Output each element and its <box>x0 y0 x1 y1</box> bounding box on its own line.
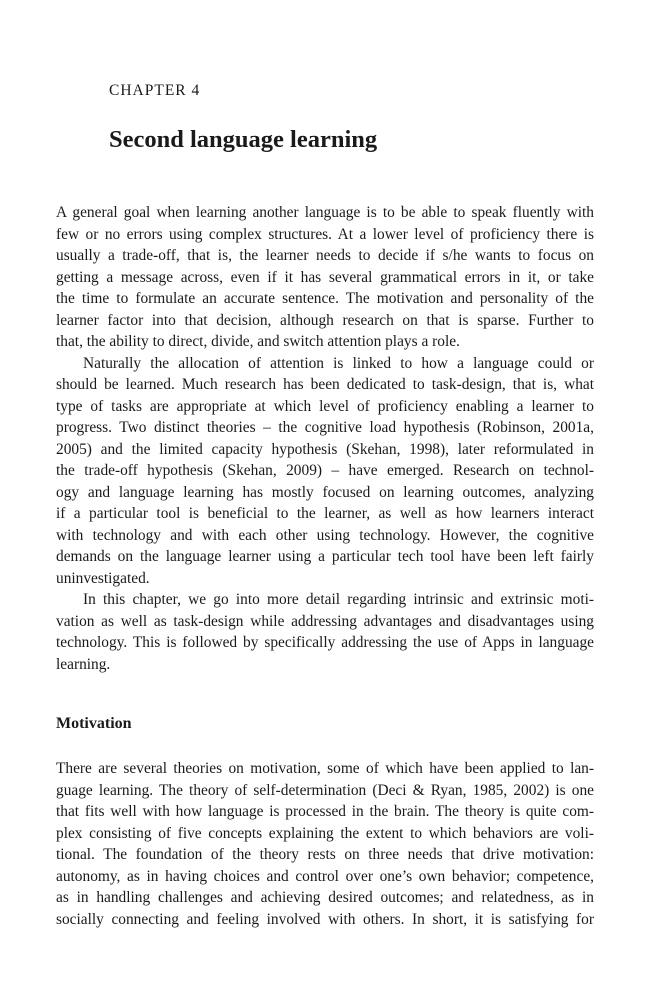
body-line: learner factor into that decision, although research on that is sparse. Further to <box>56 311 594 329</box>
body-line: usually a trade-off, that is, the learner needs to decide if s/he wants to focus on <box>56 247 594 264</box>
body-line: should be learned. Much research has been dedicated to task-design, that is, what <box>56 376 594 393</box>
body-line: In this chapter, we go into more detail regarding intrinsic and extrinsic moti- <box>83 591 594 608</box>
body-line: There are several theories on motivation, some of which have been applied to lan- <box>56 760 594 777</box>
body-line: with technology and with each other using technology. However, the cognitive <box>56 526 594 544</box>
body-line: tional. The foundation of the theory rests on three needs that drive motivation: <box>56 846 594 863</box>
body-line: as in handling challenges and achieving desired outcomes; and relatedness, as in <box>56 889 594 906</box>
body-line: socially connecting and feeling involved with others. In short, it is satisfying for <box>56 910 594 928</box>
body-line: progress. Two distinct theories – the cognitive load hypothesis (Robinson, 2001a, <box>56 419 594 436</box>
body-line: that fits well with how language is processed in the brain. The theory is quite com- <box>56 803 594 820</box>
body-line: A general goal when learning another language is to be able to speak fluently with <box>56 204 594 221</box>
body-line: demands on the language learner using a particular tech tool have been left fairly <box>56 548 594 565</box>
body-line: type of tasks are appropriate at which level of proficiency enabling a learner to <box>56 397 594 415</box>
body-line: Naturally the allocation of attention is linked to how a language could or <box>83 354 594 372</box>
body-line: few or no errors using complex structures. At a lower level of proficiency there is <box>56 225 594 243</box>
body-line: the time to formulate an accurate sentence. The motivation and personality of the <box>56 290 594 307</box>
body-line: getting a message across, even if it has several grammatical errors in it, or take <box>56 268 594 286</box>
body-line: the trade-off hypothesis (Skehan, 2009) – have emerged. Research on technol- <box>56 462 594 479</box>
chapter-title: Second language learning <box>109 126 378 153</box>
body-line: ogy and language learning has mostly focused on learning outcomes, analyzing <box>56 483 594 501</box>
body-line: learning. <box>56 655 111 673</box>
motivation-section <box>56 758 594 930</box>
section-heading-motivation: Motivation <box>56 715 132 732</box>
chapter-label: CHAPTER 4 <box>109 82 201 99</box>
body-line: 2005) and the limited capacity hypothesis (Skehan, 1998), later reformulated in <box>56 440 594 458</box>
body-line: technology. This is followed by specifically addressing the use of Apps in language <box>56 634 594 651</box>
body-line: uninvestigated. <box>56 569 150 587</box>
body-line: vation as well as task-design while addressing advantages and disadvantages using <box>56 612 594 630</box>
intro-section <box>56 202 594 675</box>
body-line: guage learning. The theory of self-determination (Deci & Ryan, 1985, 2002) is one <box>56 781 594 799</box>
body-line: autonomy, as in having choices and control over one’s own behavior; competence, <box>56 867 594 885</box>
body-line: that, the ability to direct, divide, and switch attention plays a role. <box>56 333 460 350</box>
body-line: if a particular tool is beneficial to the learner, as well as how learners interact <box>56 505 594 522</box>
body-line: plex consisting of five concepts explaining the extent to which behaviors are voli- <box>56 824 594 842</box>
